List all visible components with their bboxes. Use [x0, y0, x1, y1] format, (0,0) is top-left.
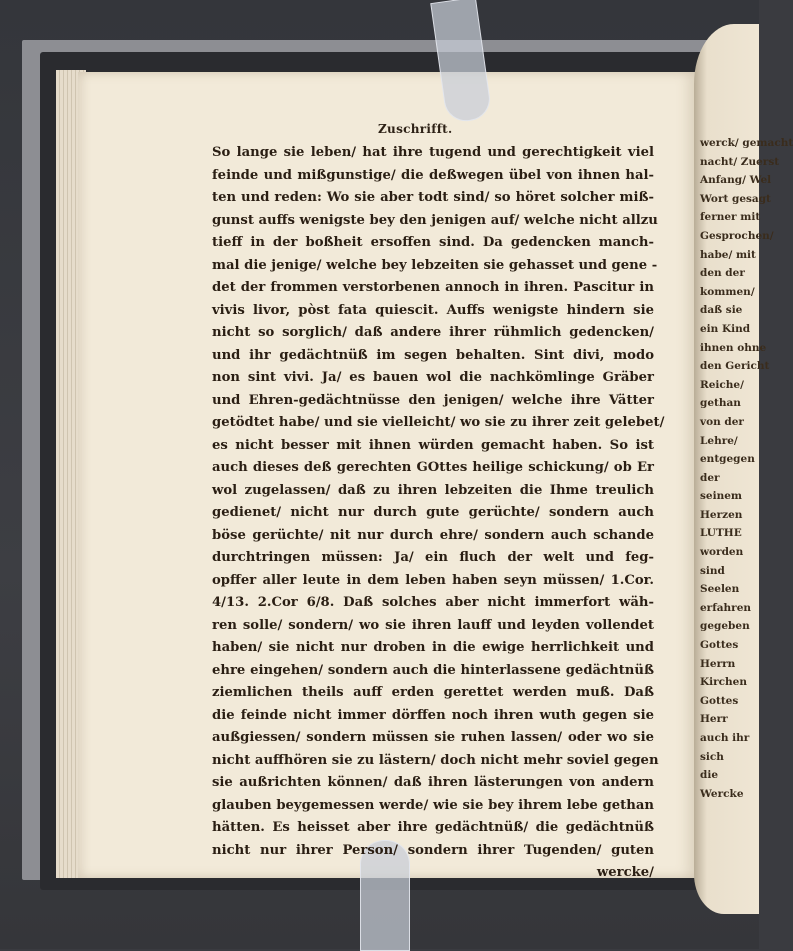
text-line: getödtet habe/ und sie vielleicht/ wo sie zu ihrer zeit gelebet/ [212, 415, 665, 430]
text-line: ziemlichen theils auff erden gerettet werden muß. Daß [212, 685, 654, 700]
facing-line: sich [700, 750, 724, 763]
facing-line: sind [700, 564, 725, 577]
facing-line: ein Kind [700, 322, 751, 335]
text-line: mal die jenige/ welche bey lebzeiten sie gehasset und gene - [212, 257, 658, 273]
facing-line: werck/ gemacht [700, 137, 793, 149]
facing-line: den Gericht [700, 360, 770, 373]
text-line: gedienet/ nicht nur durch gute gerüchte/ sondern auch [212, 505, 654, 520]
facing-line: Seelen [700, 583, 740, 596]
text-line: feinde und mißgunstige/ die deßwegen übel von ihnen hal- [212, 167, 654, 183]
facing-page [694, 24, 793, 914]
text-line: wol zugelassen/ daß zu ihren lebzeiten die Ihme treulich [212, 482, 654, 498]
facing-line: habe/ mit [700, 248, 756, 261]
text-line: non sint vivi. Ja/ es bauen wol die nachkömlinge Gräber [212, 370, 654, 385]
text-line: böse gerüchte/ nit nur durch ehre/ sondern auch schande [212, 527, 654, 543]
text-line: ren solle/ sondern/ wo sie ihren lauff und leyden vollendet [212, 617, 654, 633]
facing-line: seinem [700, 490, 743, 503]
text-line: ehre eingehen/ sondern auch die hinterlassene gedächtnüß [212, 662, 654, 678]
text-line: nicht so sorglich/ daß andere ihrer rühmlich gedencken/ [212, 325, 654, 340]
facing-line: auch ihr [700, 732, 750, 744]
text-line: und ihr gedächtnüß im segen behalten. Sint divi, modo [212, 347, 654, 363]
text-line: es nicht besser mit ihnen würden gemacht haben. So ist [212, 437, 654, 453]
facing-line: Anfang/ Wel [700, 174, 772, 187]
facing-page-text [700, 134, 793, 803]
text-line: gunst auffs wenigste bey den jenigen auf/ welche nicht allzu [212, 212, 658, 228]
facing-line: ihnen ohne [700, 341, 767, 354]
text-line: nicht nur ihrer Person/ sondern ihrer Tugenden/ guten [212, 842, 654, 858]
facing-line: Wort gesagt [700, 192, 771, 205]
text-line: tieff in der boßheit ersoffen sind. Da gedencken manch- [212, 235, 654, 250]
facing-line: Herrn [700, 657, 736, 670]
facing-line: Lehre/ [700, 434, 738, 447]
facing-line: gethan [700, 397, 741, 410]
facing-line: Herr [700, 713, 728, 726]
facing-line: Kirchen [700, 676, 747, 689]
facing-line: worden [700, 546, 744, 559]
facing-line: Gottes [700, 694, 739, 707]
text-line: und Ehren-gedächtnüsse den jenigen/ welche ihre Vätter [212, 392, 654, 408]
text-line: nicht auffhören sie zu lästern/ doch nicht mehr soviel gegen [212, 752, 659, 768]
facing-line: die [700, 769, 719, 782]
facing-line: gegeben [700, 620, 750, 633]
facing-line: Gesprochen/ [700, 229, 774, 242]
facing-line: erfahren [700, 601, 752, 614]
text-line: die feinde nicht immer dörffen noch ihren wuth gegen sie [212, 707, 654, 723]
catchword: wercke/ [596, 865, 654, 880]
facing-line: Herzen [700, 508, 743, 521]
text-line: hätten. Es heisset aber ihre gedächtnüß/ die gedächtnüß [212, 820, 654, 835]
facing-line: Gottes [700, 639, 739, 652]
text-line: det der frommen verstorbenen annoch in ihren. Pascitur in [212, 280, 654, 295]
facing-line: LUTHE [700, 527, 742, 540]
facing-line: Reiche/ [700, 378, 744, 391]
facing-line: der [700, 471, 720, 484]
facing-line: daß sie [700, 304, 743, 317]
text-line: sie außrichten können/ daß ihren lästerungen von andern [212, 775, 654, 790]
text-line: haben/ sie nicht nur droben in die ewige herrlichkeit und [212, 640, 654, 655]
facing-line: Wercke [700, 787, 744, 800]
facing-line: nacht/ Zuerst [700, 155, 780, 168]
facing-line: von der [700, 415, 744, 428]
text-line: glauben beygemessen werde/ wie sie bey ihrem lebe gethan [212, 797, 654, 813]
text-line: 4/13. 2.Cor 6/8. Daß solches aber nicht immerfort wäh- [212, 595, 654, 610]
text-line: durchtringen müssen: Ja/ ein fluch der welt und feg- [212, 550, 654, 565]
facing-line: entgegen [700, 453, 755, 466]
text-line: auch dieses deß gerechten GOttes heilige schickung/ ob Er [212, 460, 654, 475]
facing-line: den der [700, 267, 745, 280]
text-line: ten und reden: Wo sie aber todt sind/ so höret solcher miß- [212, 190, 654, 205]
facing-line: ferner mit [700, 211, 761, 224]
text-line: opffer aller leute in dem leben haben seyn müssen/ 1.Cor. [212, 572, 654, 588]
text-line: außgiessen/ sondern müssen sie ruhen lassen/ oder wo sie [212, 730, 654, 745]
text-block [212, 142, 665, 885]
facing-line: kommen/ [700, 285, 755, 298]
text-line: vivis livor, pòst fata quiescit. Auffs wenigste hindern sie [212, 302, 654, 318]
running-head: Zuschrifft. [378, 122, 453, 136]
text-line: So lange sie leben/ hat ihre tugend und gerechtigkeit viel [212, 145, 654, 160]
